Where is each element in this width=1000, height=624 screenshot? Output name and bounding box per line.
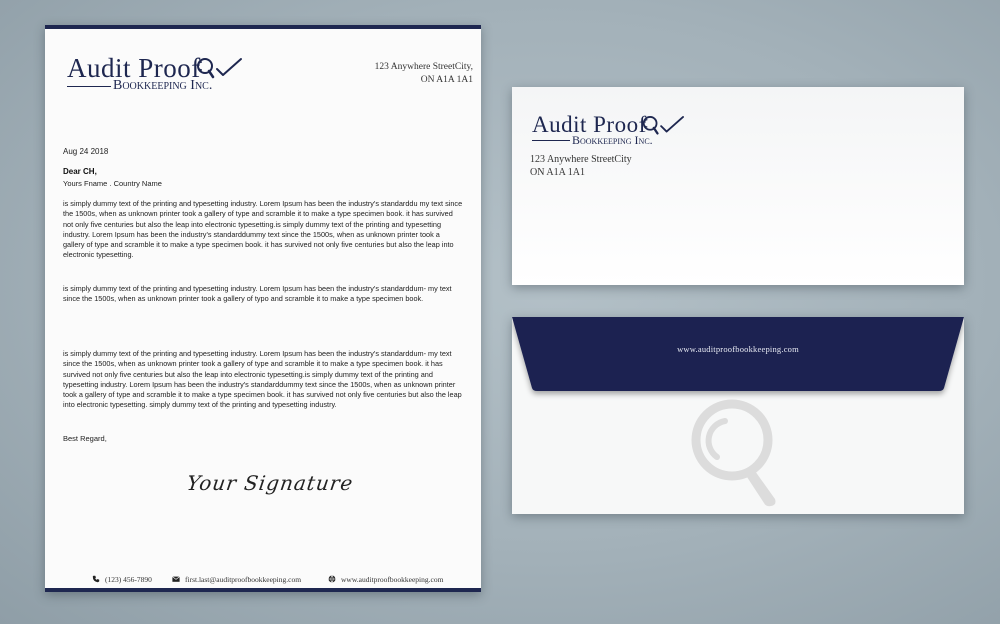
envelope-logo bbox=[532, 112, 692, 147]
envelope-front bbox=[512, 87, 964, 285]
footer-phone bbox=[92, 575, 152, 584]
address-line-1: 123 Anywhere StreetCity, bbox=[374, 62, 473, 72]
letter-footer bbox=[45, 575, 481, 587]
letter-date: Aug 24 2018 bbox=[63, 147, 109, 156]
logo-name: Audit Proof bbox=[67, 53, 201, 83]
company-logo bbox=[67, 53, 247, 93]
envelope-flap bbox=[512, 317, 964, 402]
letter-paragraph-2: is simply dummy text of the printing and typesetting industry. Lorem Ipsum has been the industry's standarddum- my text since the 1500s, when as unknown printer took a gallery of typo and scramble it to make a type specimen book. bbox=[63, 284, 452, 304]
address-line-1: 123 Anywhere StreetCity bbox=[530, 154, 632, 165]
address-line-2: ON A1A 1A1 bbox=[530, 167, 586, 178]
letter-paragraph-3: is simply dummy text of the printing and typesetting industry. Lorem Ipsum has been the industry's standarddum- my text since the 1500s, when as unknown printer took a gallery of type and scramble it to make a type specimen book. it has survived not only five centuries but also the leap into electronic typesetting.is simply dummy text of the printing and typesetting industry. Lorem Ipsum has been the industry's standarddummy text since the 1500s, when as unknown printer took a gallery of type and scramble it to make a type specimen book. it has survived not only five centuries but also the leap into electronic typesetting. simply dummy text of the printing and typesetting industry. bbox=[63, 349, 462, 410]
letterhead-sheet bbox=[45, 25, 481, 592]
magnifier-check-icon bbox=[641, 115, 705, 139]
signature: Your Signature bbox=[185, 471, 356, 495]
footer-phone-text: (123) 456-7890 bbox=[105, 575, 152, 584]
logo-subtitle: Bookkeeping Inc. bbox=[113, 78, 213, 93]
globe-icon bbox=[328, 575, 336, 583]
letterhead-top-bar bbox=[45, 25, 481, 29]
footer-email bbox=[172, 575, 301, 584]
letter-salutation: Dear CH, bbox=[63, 167, 97, 176]
logo-name: Audit Proof bbox=[532, 112, 647, 137]
footer-website bbox=[328, 575, 443, 584]
letterhead-address bbox=[375, 61, 473, 87]
phone-icon bbox=[92, 575, 100, 583]
footer-website-text: www.auditproofbookkeeping.com bbox=[341, 575, 444, 584]
letter-sender: Yours Fname . Country Name bbox=[63, 179, 162, 188]
envelope-return-address bbox=[530, 153, 632, 179]
envelope-back bbox=[512, 317, 964, 514]
logo-subtitle: Bookkeeping Inc. bbox=[572, 133, 653, 147]
letter-closing: Best Regard, bbox=[63, 434, 107, 443]
envelope-icon bbox=[172, 575, 180, 583]
magnifier-check-icon bbox=[195, 57, 265, 83]
letter-paragraph-1: is simply dummy text of the printing and typesetting industry. Lorem Ipsum has been the industry's standarddu my text since the 1500s, when as unknown printer took a gallery of type and scramble it to make a type specimen book. it has survived not only five centuries but also the leap into electronic typesetting.is simply dummy text of the printing and typesetting industry. Lorem Ipsum has been the industry's standarddummy text since the 1500s, when as unknown printer took a gallery of type and scramble it to make a type specimen book. it has survived not only five centuries but also the leap into electronic typesetting. bbox=[63, 199, 463, 260]
logo-rule bbox=[532, 140, 570, 141]
letterhead-bottom-bar bbox=[45, 588, 481, 592]
logo-rule bbox=[67, 86, 111, 87]
footer-email-text: first.last@auditproofbookkeeping.com bbox=[185, 575, 302, 584]
magnifier-icon bbox=[687, 395, 787, 510]
address-line-2: ON A1A 1A1 bbox=[420, 75, 473, 85]
envelope-website: www.auditproofbookkeeping.com bbox=[677, 344, 799, 354]
